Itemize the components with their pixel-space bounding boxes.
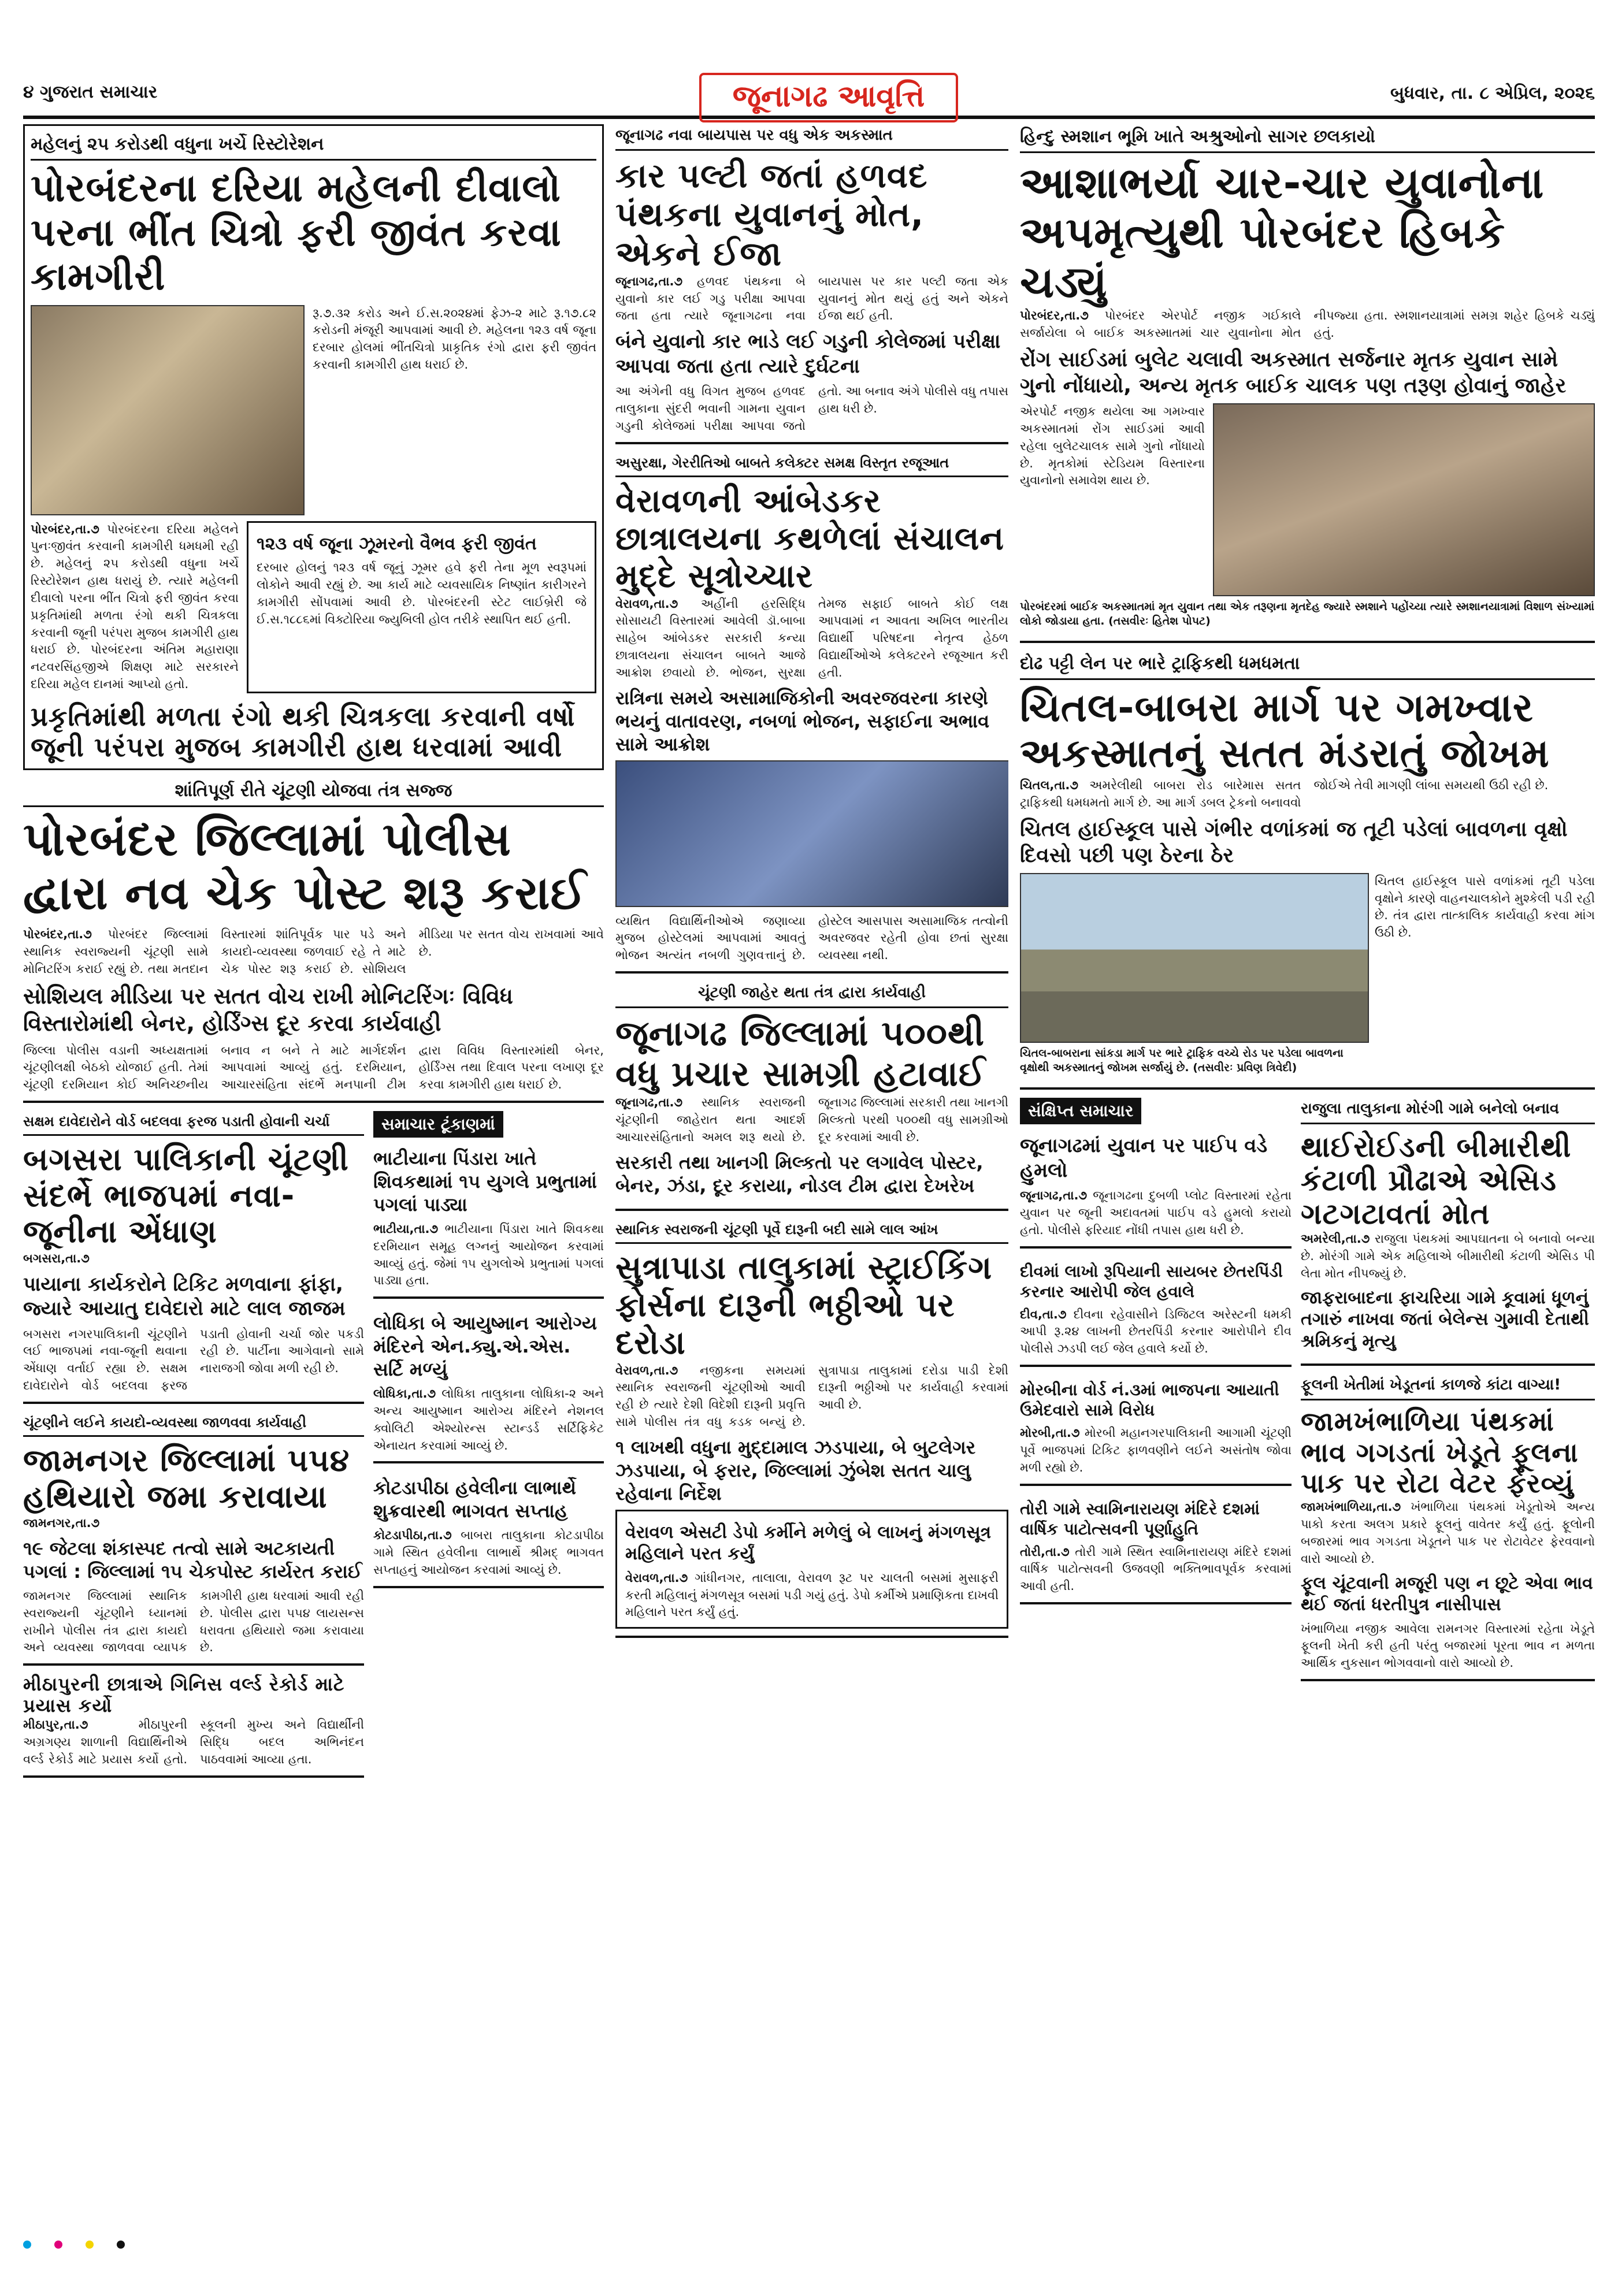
magenta-dot <box>54 2241 62 2249</box>
subheadline: ૧ લાખથી વધુના મુદ્દામાલ ઝડપાયા, બે બુટલેગર ઝડપાયા, બે ફરાર, જિલ્લામાં ઝુંબેશ સતત ચાલુ રહેવાના નિર્દેશ <box>615 1436 976 1504</box>
kicker: ફૂલની ખેતીમાં ખેડૂતનાં કાળજે કાંટા વાગ્યા! <box>1301 1374 1595 1400</box>
dateline: તોરી,તા.૭ <box>1020 1544 1070 1559</box>
story-body <box>1020 1187 1292 1239</box>
story-body <box>23 926 604 978</box>
story-text: જૂનાગઢના દુબળી પ્લોટ વિસ્તારમાં રહેતા યુવાન પર જૂની અદાવતમાં પાઈપ વડે હુમલો કરાયો હતો. પોલીસે ફરિયાદ નોંધી તપાસ હાથ ધરી છે. <box>1020 1188 1292 1237</box>
story-dariya-mahel <box>23 124 604 770</box>
dateline: ચિતલ,તા.૭ <box>1020 778 1078 793</box>
shorts-column <box>373 1111 604 1786</box>
story-body: જામનગર જિલ્લામાં સ્થાનિક સ્વરાજ્યની ચૂંટણીને ધ્યાનમાં રાખીને પોલીસ તંત્ર દ્વારા કાયદો અને વ્યવસ્થા જાળવવા વ્યાપક કામગીરી હાથ ધરવામાં આવી રહી છે. પોલીસ દ્વારા ૫૫૪ લાયસન્સ ધરાવતા હથિયારો જમા કરાવાયા છે. <box>23 1588 364 1655</box>
story-text: ખંભાળિયા પંથકમાં ખેડૂતોએ અન્ય પાકો કરતા અલગ પ્રકારે ફૂલનું વાવેતર કર્યું હતું. ફૂલોની બજારમાં ભાવ ગગડતા ખેડૂતને પાક પર રોટાવેટર ફેરવવાનો વારો આવ્યો છે. <box>1301 1500 1595 1566</box>
story-body <box>615 1362 1008 1431</box>
dateline: વેરાવળ,તા.૭ <box>615 1363 678 1377</box>
brief-tag: સંક્ષિપ્ત સમાચાર <box>1020 1098 1141 1124</box>
dateline <box>23 1250 364 1268</box>
story-bagasara <box>23 1111 364 1404</box>
story-text: તોરી ગામે સ્થિત સ્વામિનારાયણ મંદિરે દશમાં વાર્ષિક પાટોત્સવની ઉજવણી ભક્તિભાવપૂર્વક કરવામાં આવી હતી. <box>1020 1544 1292 1593</box>
headline: બગસરા પાલિકાની ચૂંટણી સંદર્ભે ભાજપમાં નવા-જૂનીના એંધાણ <box>23 1140 349 1250</box>
story-text: પોરબંદર જિલ્લામાં સ્થાનિક સ્વરાજ્યની ચૂંટણી સામે મોનિટરિંગ કરાઈ રહ્યું છે. તથા મતદાન વિસ્તારમાં શાંતિપૂર્વક પાર પડે અને કાયદો-વ્યવસ્થા જળવાઈ રહે તે માટે ચેક પોસ્ટ શરૂ કરાઈ છે. સોશિયલ મીડિયા પર સતત વોચ રાખવામાં આવે છે. <box>23 927 604 976</box>
story-text: હળવદ પંથકના બે યુવાનો કાર લઈ ગડુ પરીક્ષા આપવા જતા હતા ત્યારે જૂનાગઢના નવા બાયપાસ પર કાર પલ્ટી જતા એક યુવાનનું મોત થયું હતું અને એકને ઈજા થઈ હતી. <box>615 274 1008 323</box>
headline: આશાભર્યા ચાર-ચાર યુવાનોના અપમૃત્યુથી પોરબંદર હિબકે ચડ્યું <box>1020 158 1545 307</box>
edition-title: જૂનાગઢ આવૃત્તિ <box>699 73 958 122</box>
column-left <box>23 124 604 1786</box>
subheadline: ૧૯ જેટલા શંકાસ્પદ તત્વો સામે અટકાયતી પગલાં : જિલ્લામાં ૧૫ ચેકપોસ્ટ કાર્યરત કરાઈ <box>23 1537 362 1582</box>
kicker: શાંતિપૂર્ણ રીતે ચૂંટણી યોજવા તંત્ર સજ્જ <box>23 778 604 807</box>
story-body: બગસરા નગરપાલિકાની ચૂંટણીને લઈ ભાજપમાં નવા-જૂની થવાના એંધાણ વર્તાઈ રહ્યા છે. સક્ષમ દાવેદારોને વોર્ડ બદલવા ફરજ પડાતી હોવાની ચર્ચા જોર પકડી રહી છે. પાર્ટીના આગેવાનો સામે નારાજગી જોવા મળી રહી છે. <box>23 1327 364 1393</box>
masthead <box>23 75 1595 119</box>
short-news-3 <box>373 1472 604 1588</box>
story-body-2: આ અંગેની વધુ વિગત મુજબ હળવદ તાલુકાના સુંદરી ભવાની ગામના યુવાન ગડુની કોલેજમાં પરીક્ષા આપવા જતો હતો. આ બનાવ અંગે પોલીસે વધુ તપાસ હાથ ધરી છે. <box>615 384 1008 433</box>
story-khambhalia-flowers <box>1301 1374 1595 1681</box>
dateline: ભાટીયા,તા.૭ <box>373 1221 439 1236</box>
headline: દીવમાં લાખો રૂપિયાની સાયબર છેતરપિંડી કરનાર આરોપી જેલ હવાલે <box>1020 1261 1283 1301</box>
dateline: જૂનાગઢ,તા.૭ <box>615 274 683 288</box>
column-right <box>1020 124 1595 1689</box>
story-body <box>1020 777 1595 812</box>
photo-caption: પોરબંદરમાં બાઈક અકસ્માતમાં મૃત યુવાન તથા એક તરૂણના મૃતદેહ જ્યારે સ્મશાને પહોંચ્યા ત્યારે સ્મશાનયાત્રામાં વિશાળ સંખ્યામાં લોકો જોડાયા હતા. (તસવીરઃ હિતેશ પોપટ) <box>1020 600 1595 627</box>
story-body <box>373 1385 604 1454</box>
headline: જૂનાગઢ જિલ્લામાં ૫૦૦થી વધુ પ્રચાર સામગ્રી હટાવાઈ <box>615 1013 986 1094</box>
students-protest-photo <box>615 760 1008 907</box>
kicker: જૂનાગઢ નવા બાયપાસ પર વધુ એક અકસ્માત <box>615 124 1008 151</box>
story-text: ગાંધીનગર, તાલાલા, વેરાવળ રૂટ પર ચાલતી બસમાં મુસાફરી કરતી મહિલાનું મંગળસૂત્ર બસમાં પડી ગયું હતું. ડેપો કર્મીએ પ્રમાણિકતા દાખવી મહિલાને પરત કર્યું હતું. <box>625 1570 999 1619</box>
story-text: મીઠાપુરની અગ્રગણ્ય શાળાની વિદ્યાર્થિનીએ વર્લ્ડ રેકોર્ડ માટે પ્રયાસ કર્યો હતો. સ્કૂલની મુખ્ય અને વિદ્યાર્થીની સિદ્ધિ બદલ અભિનંદન પાઠવવામાં આવ્યા હતા. <box>23 1718 364 1767</box>
box-headline: વેરાવળ એસટી ડેપો કર્મીને મળેલું બે લાખનું મંગળસૂત્ર મહિલાને પરત કર્યું <box>625 1522 992 1565</box>
story-rajula-acid <box>1301 1098 1595 1366</box>
story-text: અહીંની હરસિદ્ધિ સોસાયટી વિસ્તારમાં આવેલી ડૉ.બાબા સાહેબ આંબેડકર સરકારી કન્યા છાત્રાલયના સંચાલન બાબતે આજે આક્રોશ છવાયો છે. ભોજન, સુરક્ષા તેમજ સફાઈ બાબતે કોઈ લક્ષ આપવામાં ન આવતા અખિલ ભારતીય વિદ્યાર્થી પરિષદના નેતૃત્વ હેઠળ વિદ્યાર્થીઓએ કલેક્ટરને રજૂઆત કરી હતી. <box>615 596 1008 679</box>
story-body <box>23 1717 364 1768</box>
story-body-2: વ્યથિત વિદ્યાર્થિનીઓએ જણાવ્યા મુજબ હોસ્ટેલમાં આપવામાં આવતું ભોજન અત્યંત નબળી ગુણવત્તાનું છે. હોસ્ટેલ આસપાસ અસામાજિક તત્વોની અવરજવર રહેતી હોવા છતાં સુરક્ષા વ્યવસ્થા નથી. <box>615 913 1008 963</box>
story-text: પોરબંદરના દરિયા મહેલને પુનઃજીવંત કરવાની કામગીરી ધમધમી રહી છે. મહેલનું ૨૫ કરોડથી વધુના ખર્ચે રિસ્ટોરેશન હાથ ધરાયું છે. ત્યારે મહેલની દીવાલો પરના ભીંત ચિત્રો ફરી જીવંત કરવા પ્રકૃતિમાંથી મળતા રંગો થકી ચિત્રકલા કરવાની જૂની પરંપરા મુજબ કામગીરી હાથ ધરાઈ છે. પોરબંદરના અંતિમ મહારાણા નટવરસિંહજીએ શિક્ષણ માટે સરકારને દરિયા મહેલ દાનમાં આપ્યો હતો. <box>31 522 239 691</box>
story-body-2: એરપોર્ટ નજીક થયેલા આ ગમખ્વાર અકસ્માતમાં રોંગ સાઈડમાં આવી રહેલા બુલેટચાલક સામે ગુનો નોંધાયો છે. મૃતકોમાં સ્ટેડિયમ વિસ્તારના યુવાનોનો સમાવેશ થાય છે. <box>1020 404 1205 488</box>
kicker: ચૂંટણી જાહેર થતા તંત્ર દ્વારા કાર્યવાહી <box>615 982 1008 1008</box>
dateline: અમરેલી,તા.૭ <box>1301 1232 1370 1246</box>
story-body <box>615 1094 1008 1146</box>
kicker: રાજુલા તાલુકાના મોરંગી ગામે બનેલો બનાવ <box>1301 1098 1595 1124</box>
brief-2 <box>1020 1257 1292 1367</box>
short-news-2 <box>373 1307 604 1463</box>
dateline <box>23 1515 364 1532</box>
kicker: સ્થાનિક સ્વરાજની ચૂંટણી પૂર્વે દારૂની બદી સામે લાલ આંખ <box>615 1219 1008 1244</box>
subheadline: સરકારી તથા ખાનગી મિલ્કતો પર લગાવેલ પોસ્ટર, બેનર, ઝંડા, દૂર કરાયા, નોડલ ટીમ દ્વારા દેખરેખ <box>615 1151 984 1197</box>
kicker: સક્ષમ દાવેદારોને વોર્ડ બદલવા ફરજ પડાતી હોવાની ચર્ચા <box>23 1111 364 1136</box>
subheadline: જાફરાબાદના ફાચરિયા ગામે કૂવામાં ધૂળનું તગારું નાખવા જતાં બેલેન્સ ગુમાવી દેતાથી શ્રમિકનું મૃત્યુ <box>1301 1287 1589 1351</box>
subheadline: ફૂલ ચૂંટવાની મજૂરી પણ ન છૂટે એવા ભાવ થઈ જતાં ધરતીપુત્ર નાસીપાસ <box>1301 1573 1593 1615</box>
story-body <box>615 273 1008 325</box>
story-text: સ્થાનિક સ્વરાજની ચૂંટણીની જાહેરાત થતા આદર્શ આચારસંહિતાનો અમલ શરૂ થયો છે. જૂનાગઢ જિલ્લામાં સરકારી તથા ખાનગી મિલ્કતો પરથી ૫૦૦થી વધુ સામગ્રીઓ દૂર કરવામાં આવી છે. <box>615 1095 1008 1144</box>
headline: જૂનાગઢમાં યુવાન પર પાઈપ વડે હુમલો <box>1020 1134 1268 1182</box>
box-body: દરબાર હોલનું ૧૨૩ વર્ષ જૂનું ઝૂમર હવે ફરી તેના મૂળ સ્વરૂપમાં લોકોને આવી રહ્યું છે. આ કાર્ય માટે વ્યવસાયિક નિષ્ણાંત કારીગરને કામગીરી સોંપવામાં આવી છે. પોરબંદરની સ્ટેટ લાઈબ્રેરી જે ઈ.સ.૧૮૮૬માં વિક્ટોરિયા જ્યુબિલી હોલ તરીકે સ્થાપિત થઈ હતી. <box>257 560 587 626</box>
headline: વેરાવળની આંબેડકર છાત્રાલયના કથળેલાં સંચાલન મુદ્દે સૂત્રોચ્ચાર <box>615 482 1004 595</box>
subheadline: સોશિયલ મીડિયા પર સતત વોચ રાખી મોનિટરિંગઃ વિવિધ વિસ્તારોમાંથી બેનર, હોર્ડિંગ્સ દૂર કરવા કાર્યવાહી <box>23 983 513 1036</box>
story-mithapur <box>23 1674 364 1778</box>
dateline: લોધિકા,તા.૭ <box>373 1387 436 1401</box>
dateline: પોરબંદર,તા.૭ <box>31 522 99 536</box>
print-color-bar <box>23 2241 1595 2250</box>
headline: મોરબીના વોર્ડ નં.૩માં ભાજપના આયાતી ઉમેદવારો સામે વિરોધ <box>1020 1380 1279 1420</box>
story-text: ભાટીયાના પિંડારા ખાતે શિવકથા દરમિયાન સમૂહ લગ્નનું આયોજન કરવામાં આવ્યું હતું. જેમાં ૧૫ યુગલોએ પ્રભુતામાં પગલાં પાડ્યા હતા. <box>373 1221 604 1288</box>
story-body <box>1020 1544 1292 1595</box>
dateline: જામખંભાળિયા,તા.૭ <box>1301 1500 1401 1514</box>
story-porbandar-checkpost <box>23 778 604 1102</box>
cyan-dot <box>23 2241 31 2249</box>
headline: જામનગર જિલ્લામાં ૫૫૪ હથિયારો જમા કરાવાયા <box>23 1441 350 1515</box>
kicker: ચૂંટણીને લઈને કાયદો-વ્યવસ્થા જાળવવા કાર્યવાહી <box>23 1412 364 1437</box>
headline: થાઈરોઈડની બીમારીથી કંટાળી પ્રૌઢાએ એસિડ ગટગટાવતાં મોત <box>1301 1130 1572 1231</box>
road-trees-photo <box>1020 873 1369 1043</box>
dateline: કોટડાપીઠા,તા.૭ <box>373 1528 452 1543</box>
story-text: પોરબંદર એરપોર્ટ નજીક ગઈકાલે સર્જાયેલા બે બાઈક અકસ્માતમાં ચાર યુવાનોના મોત નીપજ્યા હતા. સ્મશાનયાત્રામાં સમગ્ર શહેર હિબકે ચડ્યું હતું. <box>1020 309 1595 340</box>
dateline: જૂનાગઢ,તા.૭ <box>615 1095 683 1110</box>
story-body-2: ખંભાળિયા નજીક આવેલા રામનગર વિસ્તારમાં રહેતા ખેડૂતે ફૂલની ખેતી કરી હતી પરંતુ બજારમાં પૂરતા ભાવ ન મળતા આર્થિક નુકસાન ભોગવવાનો વારો આવ્યો છે. <box>1301 1621 1595 1670</box>
black-dot <box>117 2241 125 2249</box>
palace-mural-photo <box>31 305 305 515</box>
newspaper-name: ૪ ગુજરાત સમાચાર <box>23 82 158 102</box>
dateline: જૂનાગઢ,તા.૭ <box>1020 1188 1088 1203</box>
story-chital-babra <box>1020 651 1595 1090</box>
dateline-text: જામનગર,તા.૭ <box>23 1516 100 1530</box>
story-body <box>1020 1425 1292 1476</box>
dateline: પોરબંદર,તા.૭ <box>1020 309 1089 323</box>
column-middle <box>615 124 1008 1646</box>
kicker: મહેલનું ૨૫ કરોડથી વધુના ખર્ચે રિસ્ટોરેશન <box>31 132 596 161</box>
headline: ચિતલ-બાબરા માર્ગ પર ગમખ્વાર અકસ્માતનું સતત મંડરાતું જોખમ <box>1020 685 1550 777</box>
brief-3 <box>1020 1375 1292 1485</box>
shorts-tag: સમાચાર ટૂંકાણમાં <box>373 1111 503 1138</box>
headline: સુત્રાપાડા તાલુકામાં સ્ટ્રાઈકિંગ ફોર્સના દારૂની ભઠ્ઠીઓ પર દરોડા <box>615 1249 993 1362</box>
story-body-2: ચિતલ હાઈસ્કૂલ પાસે વળાંકમાં તૂટી પડેલા વૃક્ષોને કારણે વાહનચાલકોને મુશ્કેલી પડી રહી છે. તંત્ર દ્વારા તાત્કાલિક કાર્યવાહી કરવા માંગ ઉઠી છે. <box>1375 874 1595 940</box>
story-body <box>373 1221 604 1290</box>
story-body <box>615 596 1008 682</box>
kicker: અસુરક્ષા, ગેરરીતિઓ બાબતે કલેક્ટર સમક્ષ વિસ્તૃત રજૂઆત <box>615 452 1008 477</box>
dateline-text: બગસરા,તા.૭ <box>23 1251 90 1265</box>
subheadline: ચિતલ હાઈસ્કૂલ પાસે ગંભીર વળાંકમાં જ તૂટી પડેલાં બાવળના વૃક્ષો દિવસો પછી પણ ઠેરના ઠેર <box>1020 817 1568 867</box>
story-text: અમરેલીથી બાબરા રોડ બારેમાસ સતત ટ્રાફિકથી ધમધમતો માર્ગ છે. આ માર્ગ ડબલ ટ્રેકનો બનાવવો જોઈએ તેવી માગણી લાંબા સમયથી ઉઠી રહી છે. <box>1020 778 1549 810</box>
headline: પોરબંદર જિલ્લામાં પોલીસ દ્વારા નવ ચેક પોસ્ટ શરૂ કરાઈ <box>23 812 587 920</box>
brief-news-column <box>1020 1098 1292 1689</box>
story-junagadh-material <box>615 982 1008 1211</box>
headline: લોધિકા બે આયુષ્માન આરોગ્ય મંદિરને એન.ક્યુ.એ.એસ. સર્ટિ મળ્યું <box>373 1312 598 1381</box>
photo-caption: ચિતલ-બાબરાના સાંકડા માર્ગ પર ભારે ટ્રાફિક વચ્ચે રોડ પર પડેલા બાવળના વૃક્ષોથી અકસ્માતનું જોખમ સર્જાયું છે. (તસવીરઃ પ્રવિણ ત્રિવેદી) <box>1020 1046 1344 1074</box>
story-body <box>1301 1231 1595 1282</box>
photo-wrap <box>1020 873 1367 1080</box>
story-text: બાબરા તાલુકાના કોટડાપીઠા ગામે સ્થિત હવેલીના લાભાર્થે શ્રીમદ્ ભાગવત સપ્તાહનું આયોજન કરવામાં આવ્યું છે. <box>373 1528 604 1577</box>
chandelier-box <box>247 521 596 693</box>
headline: ભાટીયાના પિંડારા ખાતે શિવકથામાં ૧૫ યુગલે પ્રભુતામાં પગલાં પાડ્યા <box>373 1147 597 1216</box>
mangalsutra-box <box>615 1510 1008 1629</box>
brief-4 <box>1020 1494 1292 1604</box>
dateline: વેરાવળ,તા.૭ <box>615 596 678 611</box>
story-jamnagar-weapons <box>23 1412 364 1666</box>
story-body <box>1020 1306 1292 1358</box>
dateline: વેરાવળ,તા.૭ <box>625 1570 688 1585</box>
dateline: પોરબંદર,તા.૭ <box>23 927 92 942</box>
story-text: રાજુલા પંથકમાં આપઘાતના બે બનાવો બન્યા છે. મોરંગી ગામે એક મહિલાએ બીમારીથી કંટાળી એસિડ પી લેતા મોત નીપજ્યું છે. <box>1301 1232 1595 1280</box>
story-text: મોરબી મહાનગરપાલિકાની આગામી ચૂંટણી પૂર્વે ભાજપમાં ટિકિટ ફાળવણીને લઈને અસંતોષ જોવા મળી રહ્યો છે. <box>1020 1426 1292 1474</box>
footer-headline: પ્રકૃતિમાંથી મળતા રંગો થકી ચિત્રકલા કરવાની વર્ષો જૂની પરંપરા મુજબ કામગીરી હાથ ધરવામાં આવી <box>31 700 576 763</box>
subheadline: રોંગ સાઈડમાં બુલેટ ચલાવી અકસ્માત સર્જનાર મૃતક યુવાન સામે ગુનો નોંધાયો, અન્ય મૃતક બાઈક ચાલક પણ તરૂણ હોવાનું જાહેર <box>1020 348 1567 398</box>
headline: જામખંભાળિયા પંથકમાં ભાવ ગગડતાં ખેડૂતે ફૂલના પાક પર રોટા વેટર ફેરવ્યું <box>1301 1406 1579 1499</box>
headline: પોરબંદરના દરિયા મહેલની દીવાલો પરના ભીંત ચિત્રો ફરી જીવંત કરવા કામગીરી <box>31 166 562 299</box>
dateline: દીવ,તા.૭ <box>1020 1307 1067 1321</box>
dateline: મોરબી,તા.૭ <box>1020 1426 1080 1440</box>
story-halvad-accident <box>615 124 1008 444</box>
subheadline: રાત્રિના સમયે અસામાજિકોની અવરજવરના કારણે ભયનું વાતાવરણ, નબળાં ભોજન, સફાઈના અભાવ સામે આક્રોશ <box>615 686 990 755</box>
funeral-crowd-photo <box>1213 403 1595 596</box>
left-subcolumn <box>23 1111 364 1786</box>
headline: તોરી ગામે સ્વામિનારાયણ મંદિરે દશમાં વાર્ષિક પાટોત્સવની પૂર્ણાહુતિ <box>1020 1499 1260 1539</box>
box-title: ૧૨૩ વર્ષ જૂના ઝૂમરનો વૈભવ ફરી જીવંત <box>257 533 537 554</box>
story-body-2 <box>31 521 239 693</box>
story-porbandar-youths <box>1020 124 1595 643</box>
headline: કાર પલ્ટી જતાં હળવદ પંથકના યુવાનનું મોત, એકને ઈજા <box>615 156 928 273</box>
story-body <box>1301 1499 1595 1567</box>
issue-date: બુધવાર, તા. ૮ એપ્રિલ, ૨૦૨૬ <box>1390 83 1595 103</box>
dateline: મીઠાપુર,તા.૭ <box>23 1718 88 1732</box>
headline: કોટડાપીઠા હવેલીના લાભાર્થે શુક્રવારથી ભાગવત સપ્તાહ <box>373 1477 577 1522</box>
subheadline: બંને યુવાનો કાર ભાડે લઈ ગડુની કોલેજમાં પરીક્ષા આપવા જતા હતા ત્યારે દુર્ઘટના <box>615 330 1001 378</box>
story-body <box>1020 307 1595 342</box>
story-veraval-hostel <box>615 452 1008 974</box>
story-text: લોધિકા તાલુકાના લોધિકા-૨ અને અન્ય આયુષ્માન આરોગ્ય મંદિરને નેશનલ ક્વોલિટી એશ્યોરન્સ સ્ટાન્ડર્ડ સર્ટિફિકેટ એનાયત કરવામાં આવ્યું છે. <box>373 1387 604 1452</box>
kicker: દોઢ પટ્ટી લેન પર ભારે ટ્રાફિકથી ધમધમતા <box>1020 651 1595 680</box>
story-sutrapada-raid <box>615 1219 1008 1639</box>
kicker: હિન્દુ સ્મશાન ભૂમિ ખાતે અશ્રુઓનો સાગર છલકાયો <box>1020 124 1595 153</box>
subheadline: પાયાના કાર્યકરોને ટિકિટ મળવાના ફાંફા, જ્યારે આયાતુ દાવેદારો માટે લાલ જાજમ <box>23 1272 346 1321</box>
right-subcolumn <box>1301 1098 1595 1689</box>
story-body-2: જિલ્લા પોલીસ વડાની અધ્યક્ષતામાં ચૂંટણીલક્ષી બેઠકો યોજાઈ હતી. તેમાં ચૂંટણી દરમિયાન કોઈ અનિચ્છનીય બનાવ ન બને તે માટે માર્ગદર્શન આપવામાં આવ્યું હતું. દરમિયાન, આચારસંહિતા સંદર્ભે મનપાની ટીમ દ્વારા વિવિધ વિસ્તારમાંથી બેનર, હોર્ડિંગ્સ તથા દિવાલ પરના લખાણ દૂર કરવા કામગીરી હાથ ધરાઈ છે. <box>23 1043 604 1092</box>
brief-1 <box>1020 1129 1292 1248</box>
yellow-dot <box>86 2241 94 2249</box>
story-text: નજીકના સમયમાં સ્થાનિક સ્વરાજની ચૂંટણીઓ આવી રહી છે ત્યારે દેશી વિદેશી દારૂની પ્રવૃત્તિ સામે પોલીસ તંત્ર વધુ કડક બન્યું છે. સુત્રાપાડા તાલુકામાં દરોડા પાડી દેશી દારૂની ભઠ્ઠીઓ પર કાર્યવાહી કરવામાં આવી છે. <box>615 1363 1008 1429</box>
box-body <box>625 1570 999 1621</box>
story-body: રૂ.૭.૩૨ કરોડ અને ઈ.સ.૨૦૨૪માં ફેઝ-૨ માટે રૂ.૧૭.૮૨ કરોડની મંજૂરી આપવામાં આવી છે. મહેલના ૧૨૩ વર્ષ જૂના દરબાર હોલમાં ભીંતચિત્રો પ્રાકૃતિક રંગો દ્વારા ફરી જીવંત કરવાની કામગીરી હાથ ધરાઈ છે. <box>313 306 596 372</box>
story-body <box>373 1527 604 1578</box>
headline: મીઠાપુરની છાત્રાએ ગિનિસ વર્લ્ડ રેકોર્ડ માટે પ્રયાસ કર્યો <box>23 1674 345 1717</box>
short-news-1 <box>373 1142 604 1299</box>
story-text: દીવના રહેવાસીને ડિજિટલ અરેસ્ટની ધમકી આપી રૂ.૨૪ લાખની છેતરપિંડી કરનાર આરોપીને દીવ પોલીસે ઝડપી લઈ જેલ હવાલે કર્યો છે. <box>1020 1307 1292 1356</box>
